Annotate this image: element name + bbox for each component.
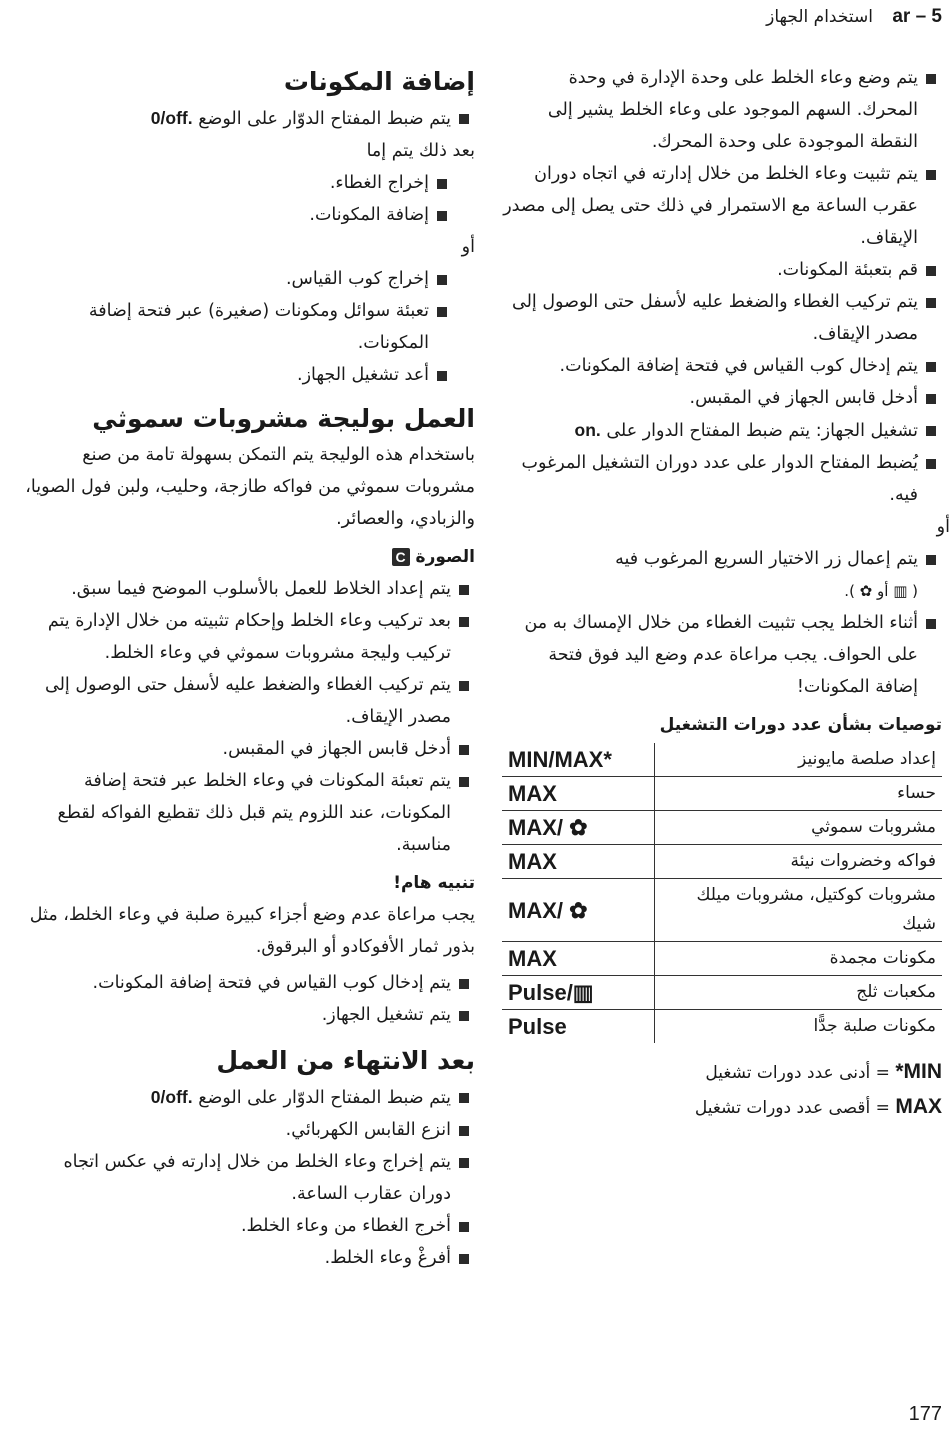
list-item: يتم إعداد الخلاط للعمل بالأسلوب الموضح فيما سبق. — [25, 573, 475, 605]
page-header — [766, 6, 942, 28]
table-cell-speed: MAX/ ✿ — [502, 879, 655, 942]
list-item-switch-off — [25, 1081, 475, 1114]
speed-legend — [502, 1055, 942, 1125]
table-cell-speed: MAX — [502, 845, 655, 879]
legend-max — [502, 1090, 942, 1125]
table-cell-speed: MAX/ ✿ — [502, 811, 655, 845]
table-cell-use: إعداد صلصة مايونيز — [655, 743, 943, 777]
quick-select-list — [502, 543, 942, 703]
table-cell-use: مكعبات ثلج — [655, 976, 943, 1010]
list-item: إضافة المكونات. — [25, 199, 453, 231]
table-row — [502, 743, 942, 777]
section-title: استخدام الجهاز — [766, 7, 873, 27]
list-item: يتم وضع وعاء الخلط على وحدة الإدارة في وحدة المحرك. السهم الموجود على وعاء الخلط يشير إلى النقطة الموجودة على وحدة المحرك. — [502, 62, 942, 158]
smoothie-steps-list — [25, 573, 475, 861]
legend-max-key: MAX — [895, 1095, 942, 1118]
table-row — [502, 845, 942, 879]
quick-select-options: ( ▥ أو ✿ ). — [844, 582, 918, 600]
switch-off-value: 0/off. — [150, 1087, 193, 1107]
figure-reference — [25, 543, 475, 571]
table-cell-speed: MAX — [502, 942, 655, 976]
list-item: يتم تعبئة المكونات في وعاء الخلط عبر فتحة إضافة المكونات، عند اللزوم يتم قبل ذلك تقطيع الفواكه لقطع مناسبة. — [25, 765, 475, 861]
figure-label: الصورة — [415, 547, 475, 567]
list-item: أخرج الغطاء من وعاء الخلط. — [25, 1210, 475, 1242]
switch-off-text: يتم ضبط المفتاح الدوّار على الوضع — [198, 109, 451, 129]
list-item: يتم إخراج وعاء الخلط من خلال إدارته في عكس اتجاه دوران عقارب الساعة. — [25, 1146, 475, 1210]
list-item: يتم تثبيت وعاء الخلط من خلال إدارته في اتجاه دوران عقرب الساعة مع الاستمرار في ذلك حتى يصل إلى مصدر الإيقاف. — [502, 158, 942, 254]
list-item: يتم إدخال كوب القياس في فتحة إضافة المكونات. — [502, 350, 942, 382]
add-option-2-list — [25, 263, 475, 391]
list-item-switch-on — [502, 414, 942, 447]
list-item: إخراج كوب القياس. — [25, 263, 453, 295]
switch-off-text: يتم ضبط المفتاح الدوّار على الوضع — [198, 1088, 451, 1108]
left-column — [25, 62, 475, 1274]
table-cell-speed: Pulse/▥ — [502, 976, 655, 1010]
table-cell-speed: MIN/MAX* — [502, 743, 655, 777]
table-cell-use: حساء — [655, 777, 943, 811]
table-row — [502, 879, 942, 942]
warning-text: يجب مراعاة عدم وضع أجزاء كبيرة صلبة في وعاء الخلط، مثل بذور ثمار الأفوكادو أو البرقوق. — [29, 905, 475, 957]
table-row — [502, 942, 942, 976]
list-item: يُضبط المفتاح الدوار على عدد دوران التشغيل المرغوب فيه. — [502, 447, 942, 511]
list-item: أفرغْ وعاء الخلط. — [25, 1242, 475, 1274]
warning-title: تنبيه هام! — [393, 873, 475, 893]
legend-min — [502, 1055, 942, 1090]
usage-steps-list — [502, 62, 942, 511]
list-item: يتم إدخال كوب القياس في فتحة إضافة المكونات. — [25, 967, 475, 999]
list-item: يتم تركيب الغطاء والضغط عليه لأسفل حتى الوصول إلى مصدر الإيقاف. — [502, 286, 942, 350]
table-cell-use: مكونات صلبة جدًّا — [655, 1010, 943, 1044]
list-item: تعبئة سوائل ومكونات (صغيرة) عبر فتحة إضافة المكونات. — [25, 295, 453, 359]
list-item: يتم تركيب الغطاء والضغط عليه لأسفل حتى الوصول إلى مصدر الإيقاف. — [25, 669, 475, 733]
smoothie-steps-list-2 — [25, 967, 475, 1031]
legend-min-key: *MIN — [895, 1060, 942, 1083]
after-work-list — [25, 1081, 475, 1274]
speed-recommendations-table — [502, 743, 942, 1043]
add-option-1-list — [25, 167, 475, 231]
switch-on-value: on. — [574, 420, 601, 440]
list-item: انزع القابس الكهربائي. — [25, 1114, 475, 1146]
after-work-title: بعد الانتهاء من العمل — [216, 1046, 475, 1075]
list-item: أدخل قابس الجهاز في المقبس. — [25, 733, 475, 765]
page-label: 5 – ar — [892, 6, 942, 27]
table-cell-speed: MAX — [502, 777, 655, 811]
list-item: يتم تشغيل الجهاز. — [25, 999, 475, 1031]
list-item-quick-select — [502, 543, 942, 607]
add-ingredients-title: إضافة المكونات — [283, 67, 475, 96]
legend-max-text: = أقصى عدد دورات تشغيل — [694, 1098, 890, 1118]
smoothie-title: العمل بوليجة مشروبات سموثي — [92, 404, 475, 433]
list-item: بعد تركيب وعاء الخلط وإحكام تثبيته من خلال الإدارة يتم تركيب وليجة مشروبات سموثي في وعاء الخلط. — [25, 605, 475, 669]
page-number: 177 — [908, 1403, 942, 1425]
table-cell-use: مشروبات سموثي — [655, 811, 943, 845]
table-row — [502, 777, 942, 811]
right-column — [502, 62, 950, 1125]
switch-on-text: تشغيل الجهاز: يتم ضبط المفتاح الدوار على — [606, 421, 918, 441]
list-item: قم بتعبئة المكونات. — [502, 254, 942, 286]
list-item: إخراج الغطاء. — [25, 167, 453, 199]
table-cell-use: فواكه وخضروات نيئة — [655, 845, 943, 879]
or-divider: أو — [936, 517, 950, 537]
list-item: أعد تشغيل الجهاز. — [25, 359, 453, 391]
list-item: أدخل قابس الجهاز في المقبس. — [502, 382, 942, 414]
figure-letter-badge: C — [392, 548, 410, 566]
add-ingredients-list — [25, 102, 475, 135]
legend-min-text: = أدنى عدد دورات تشغيل — [705, 1063, 890, 1083]
table-row — [502, 976, 942, 1010]
smoothie-intro: باستخدام هذه الوليجة يتم التمكن بسهولة تامة من صنع مشروبات سموثي من فواكه طازجة، وحليب، ولبن فول الصويا، والزبادي، والعصائر. — [25, 445, 475, 529]
recommendations-title: توصيات بشأن عدد دورات التشغيل — [659, 715, 942, 735]
switch-off-value: 0/off. — [150, 108, 193, 128]
table-row — [502, 1010, 942, 1044]
quick-select-text: يتم إعمال زر الاختيار السريع المرغوب فيه — [615, 549, 918, 569]
add-then-text: بعد ذلك يتم إما — [366, 141, 475, 161]
table-cell-use: مكونات مجمدة — [655, 942, 943, 976]
list-item: أثناء الخلط يجب تثبيت الغطاء من خلال الإمساك به من على الحواف. يجب مراعاة عدم وضع اليد فوق فتحة إضافة المكونات! — [502, 607, 942, 703]
or-divider: أو — [461, 237, 475, 257]
table-row — [502, 811, 942, 845]
table-cell-use: مشروبات كوكتيل، مشروبات ميلك شيك — [655, 879, 943, 942]
list-item-switch-off — [25, 102, 475, 135]
table-cell-speed: Pulse — [508, 1014, 567, 1039]
